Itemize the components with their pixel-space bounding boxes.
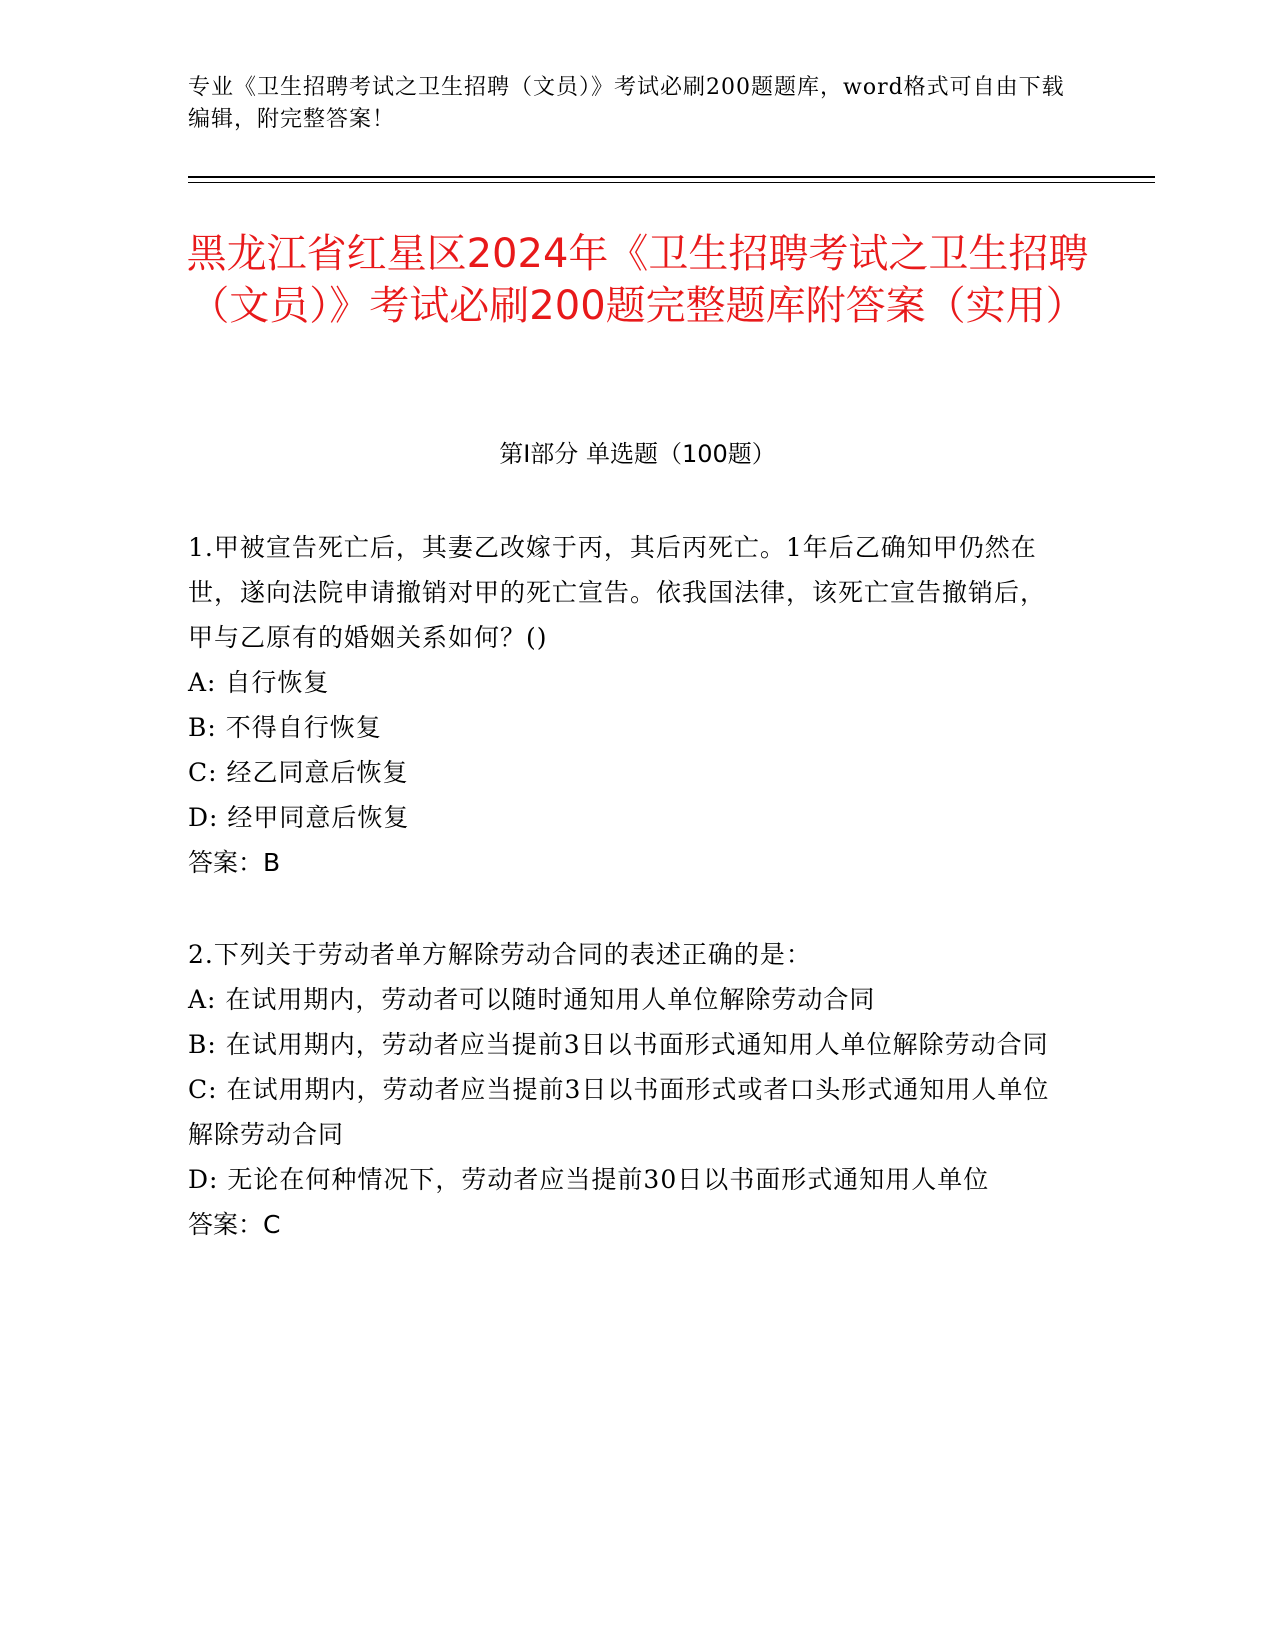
question-2: [188, 932, 1068, 1247]
option-b: B: 在试用期内，劳动者应当提前3日以书面形式通知用人单位解除劳动合同: [188, 1030, 1049, 1059]
header-divider-thin: [188, 182, 1155, 183]
option-d: D: 无论在何种情况下，劳动者应当提前30日以书面形式通知用人单位: [188, 1165, 990, 1194]
answer-label: 答案：C: [188, 1210, 281, 1239]
header-divider-thick: [188, 176, 1155, 178]
option-c: C: 在试用期内，劳动者应当提前3日以书面形式或者口头形式通知用人单位解除劳动合同: [188, 1075, 1050, 1149]
question-stem: 1.甲被宣告死亡后，其妻乙改嫁于丙，其后丙死亡。1年后乙确知甲仍然在世，遂向法院申请撤销对甲的死亡宣告。依我国法律，该死亡宣告撤销后，甲与乙原有的婚姻关系如何？(): [188, 533, 1047, 652]
document-title: 黑龙江省红星区2024年《卫生招聘考试之卫生招聘（文员）》考试必刷200题完整题库附答案（实用）: [186, 231, 1089, 329]
answer-label: 答案：B: [188, 848, 281, 877]
question-1: [188, 525, 1068, 885]
option-b: B: 不得自行恢复: [188, 713, 382, 742]
option-a: A: 自行恢复: [188, 668, 330, 697]
question-stem: 2.下列关于劳动者单方解除劳动合同的表述正确的是：: [188, 940, 812, 969]
option-d: D: 经甲同意后恢复: [188, 803, 410, 832]
section-title: 第I部分 单选题（100题）: [499, 440, 776, 468]
intro-text: 专业《卫生招聘考试之卫生招聘（文员）》考试必刷200题题库，word格式可自由下载编辑，附完整答案！: [188, 75, 1065, 132]
option-a: A: 在试用期内，劳动者可以随时通知用人单位解除劳动合同: [188, 985, 876, 1014]
option-c: C: 经乙同意后恢复: [188, 758, 409, 787]
